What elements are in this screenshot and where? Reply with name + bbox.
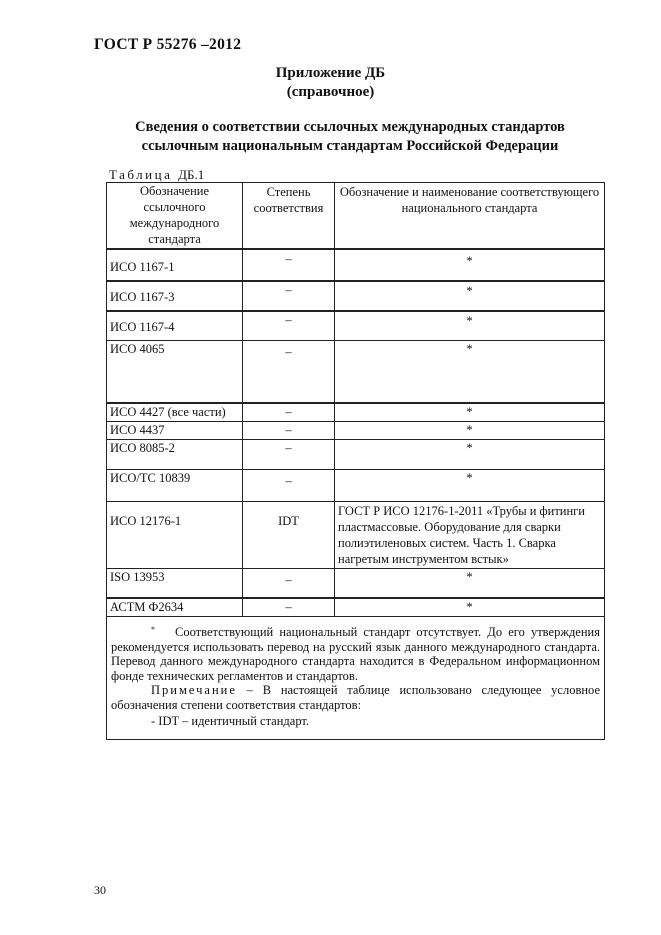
cell-national: ГОСТ Р ИСО 12176-1-2011 «Трубы и фитинги пластмассовые. Оборудование для сварки полиэтиленовых систем. Часть 1. Сварка нагретым инструментом встык» [335,501,605,568]
cell-designation: ИСО 8085-2 [107,439,243,469]
correspondence-table [106,182,605,740]
section-title-line-2: ссылочным национальным стандартам Российской Федерации [141,138,559,154]
note-label: Примечание [151,683,237,697]
note-text: – В настоящей таблице использовано следующее условное обозначения степени соответствия стандартов: [111,683,600,712]
cell-degree: – [243,598,335,617]
table-caption-number: ДБ.1 [178,167,205,182]
column-header-designation: Обозначение ссылочного международного стандарта [107,183,243,249]
table-row [107,568,605,598]
cell-degree: – [243,341,335,403]
appendix-heading [0,64,661,102]
table-row [107,469,605,501]
cell-degree: – [243,421,335,439]
cell-designation: ИСО/ТС 10839 [107,469,243,501]
cell-designation: ИСО 1167-4 [107,311,243,341]
cell-designation: ИСО 4427 (все части) [107,403,243,422]
cell-national: * [335,311,605,341]
table-row [107,249,605,281]
table-row [107,341,605,403]
cell-national: * [335,421,605,439]
cell-designation: АСТМ Ф2634 [107,598,243,617]
standard-header: ГОСТ Р 55276 –2012 [94,36,242,53]
cell-designation: ИСО 4437 [107,421,243,439]
table-row [107,311,605,341]
cell-national: * [335,281,605,311]
cell-degree: – [243,403,335,422]
table-row [107,403,605,422]
table-row [107,501,605,568]
footnote-mark: * [151,625,155,634]
table-row [107,281,605,311]
appendix-subtitle: (справочное) [286,84,375,100]
cell-degree: – [243,439,335,469]
table-caption-word: Таблица [109,167,173,182]
note-item: - IDT – идентичный стандарт. [151,714,310,728]
cell-national: * [335,598,605,617]
cell-national: * [335,249,605,281]
cell-designation: ИСО 4065 [107,341,243,403]
cell-national: * [335,439,605,469]
cell-degree: – [243,311,335,341]
cell-designation: ИСО 1167-3 [107,281,243,311]
column-header-national: Обозначение и наименование соответствующего национального стандарта [335,183,605,249]
appendix-title: Приложение ДБ [275,65,386,81]
column-header-degree: Степень соответствия [243,183,335,249]
cell-national: * [335,403,605,422]
footnote [111,625,600,683]
cell-national: * [335,568,605,598]
cell-degree: – [243,281,335,311]
table-footnote-cell [107,617,605,740]
cell-designation: ИСО 12176-1 [107,501,243,568]
table-caption [109,167,204,183]
cell-designation: ИСО 1167-1 [107,249,243,281]
section-title [0,118,661,156]
section-title-line-1: Сведения о соответствии ссылочных международных стандартов [135,119,565,135]
table-row [107,439,605,469]
cell-national: * [335,469,605,501]
cell-national: * [335,341,605,403]
footnote-text: Соответствующий национальный стандарт отсутствует. До его утверждения рекомендуется использовать перевод на русский язык данного международного стандарта. Перевод данного международного стандарта находится в Федеральном информационном фонде технических регламентов и стандартов. [111,625,600,683]
cell-designation: ISO 13953 [107,568,243,598]
page-number: 30 [94,883,106,897]
cell-degree: – [243,469,335,501]
table-row [107,598,605,617]
table-footnote-row [107,617,605,740]
cell-degree: IDT [243,501,335,568]
table-row [107,421,605,439]
cell-degree: – [243,249,335,281]
table-header-row [107,183,605,249]
cell-degree: – [243,568,335,598]
table-note [111,683,600,712]
